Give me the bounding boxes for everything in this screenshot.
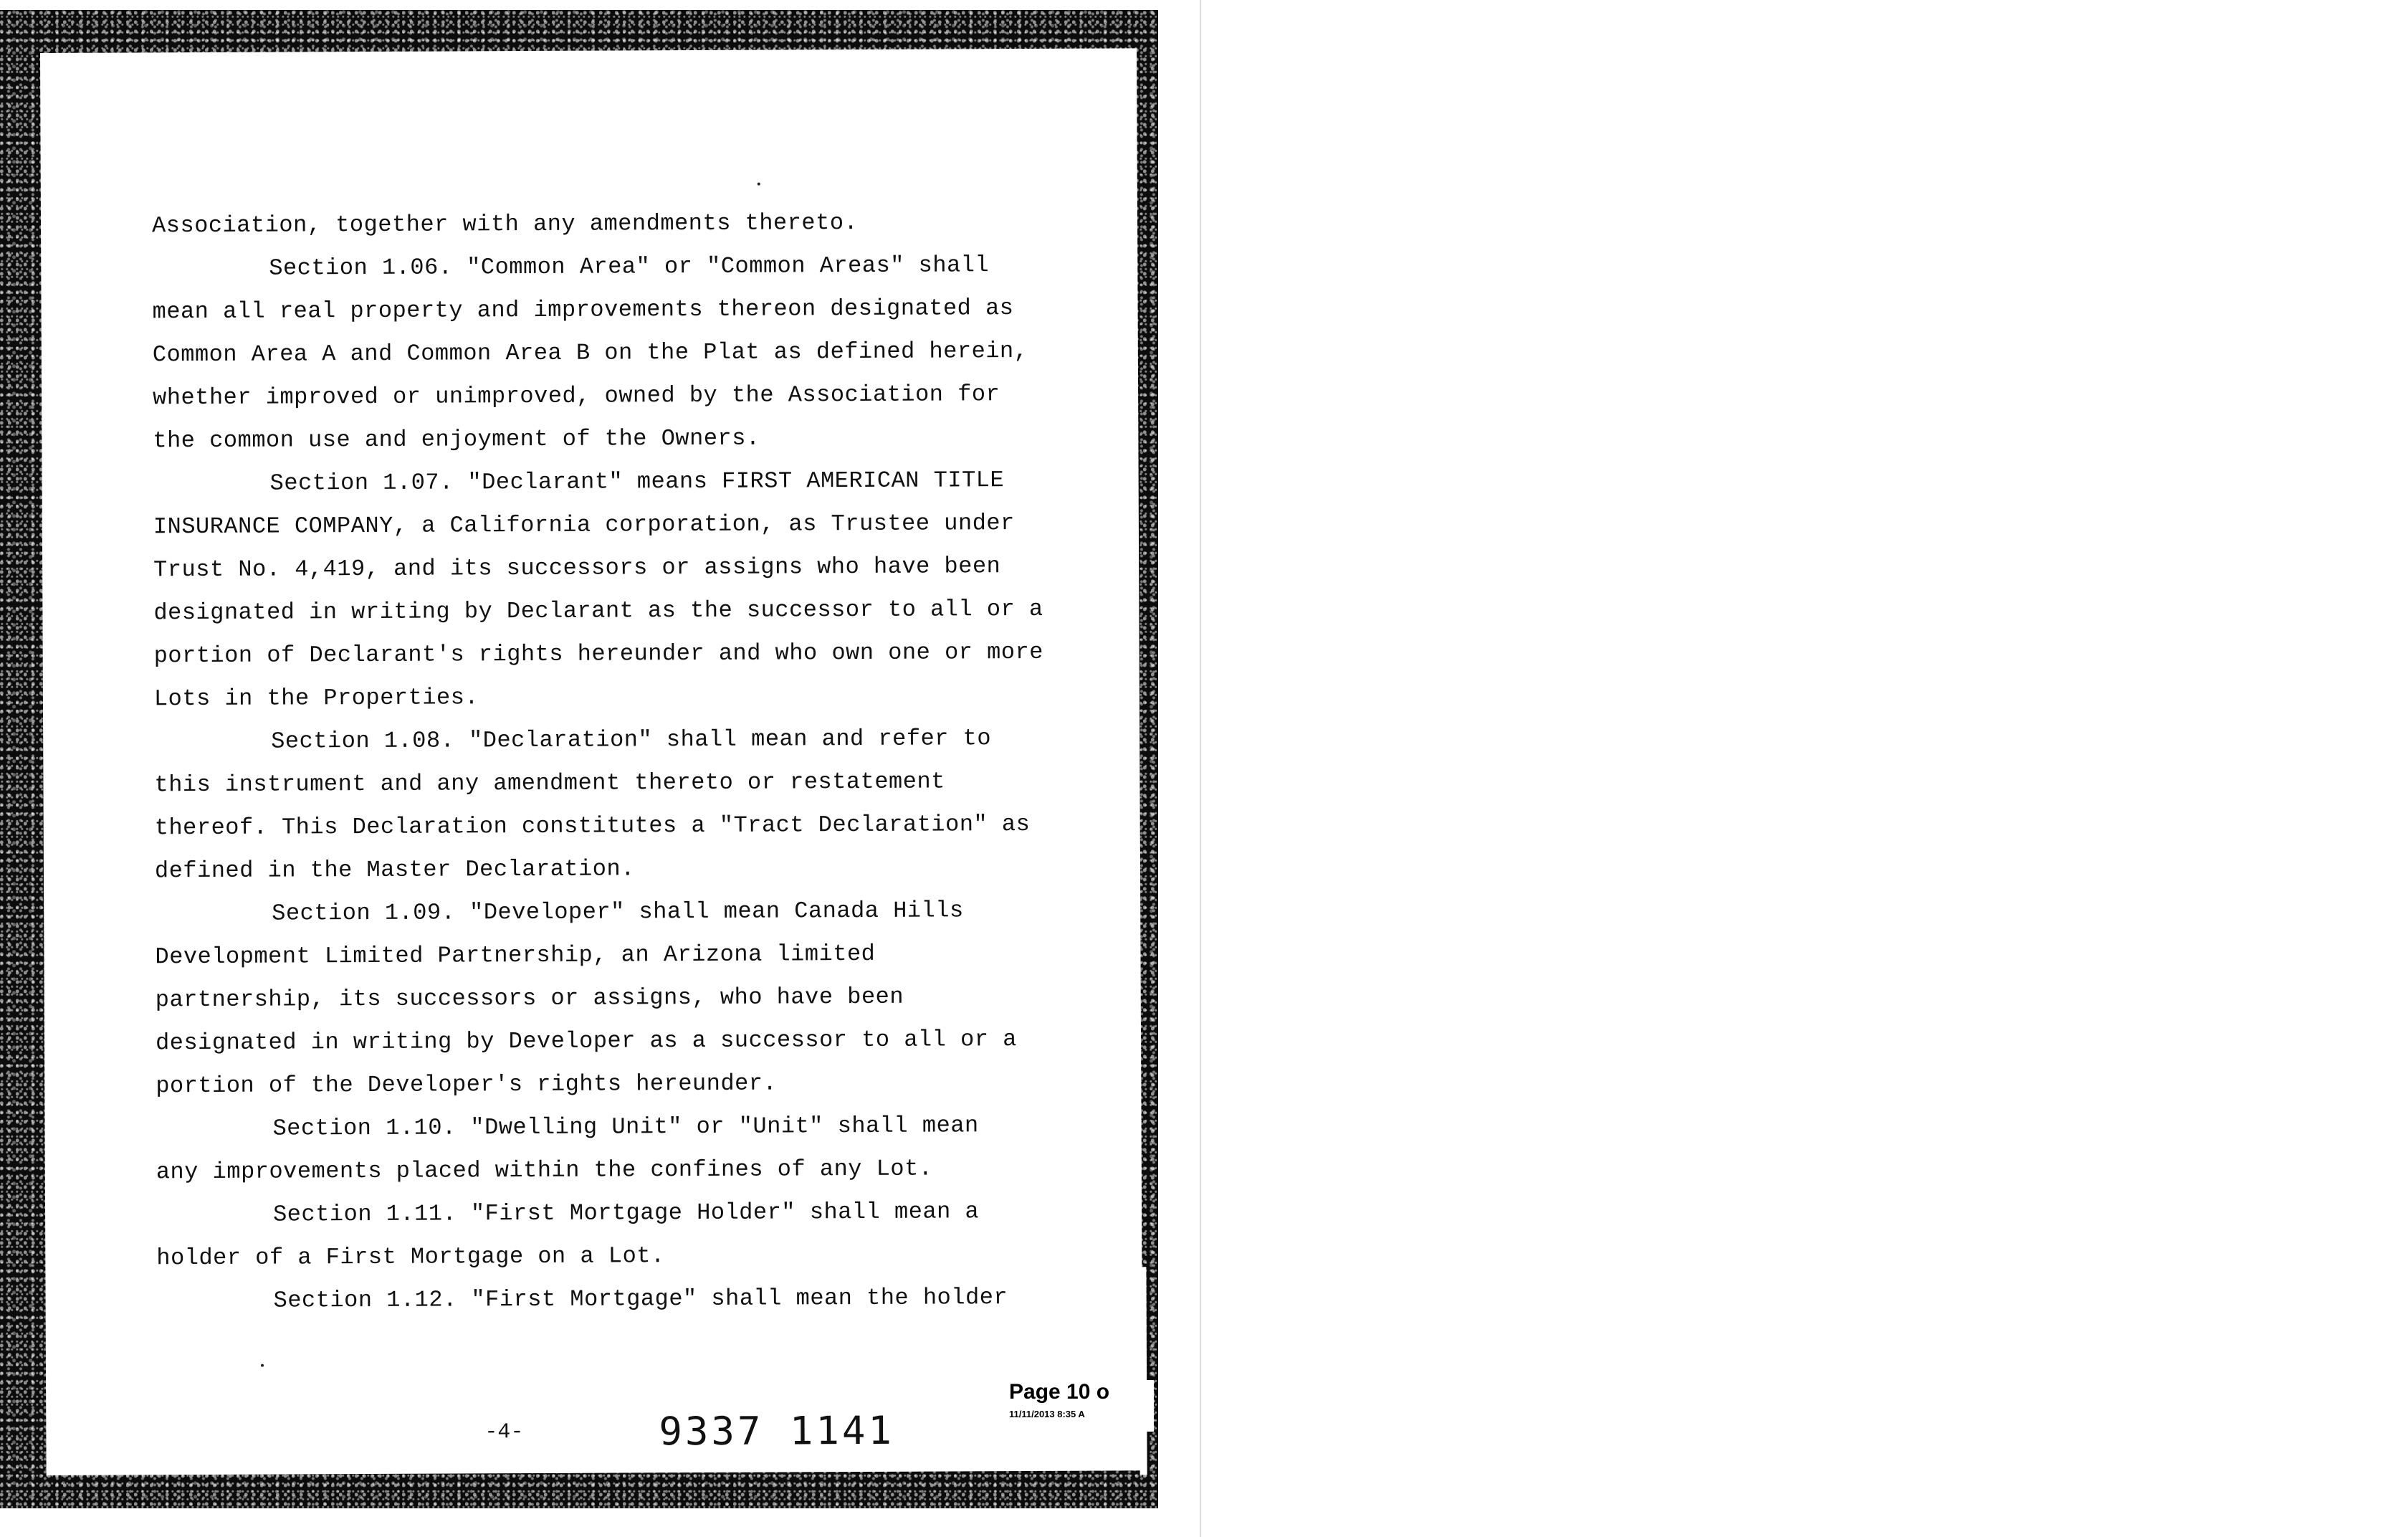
section-heading: Section 1.12. "First Mortgage" shall mean the holder [273, 1284, 1008, 1314]
text-line: portion of the Developer's rights hereunder. [156, 1070, 778, 1100]
section-heading: Section 1.11. "First Mortgage Holder" shall mean a [272, 1198, 980, 1228]
page-tag [1006, 1380, 1154, 1432]
recording-stamp: 9337 1141 [659, 1407, 895, 1455]
text-line: thereof. This Declaration constitutes a "Tract Declaration" as [154, 810, 1031, 842]
text-line: holder of a First Mortgage on a Lot. [156, 1242, 665, 1272]
page-tag-label: Page 10 o [1009, 1380, 1110, 1404]
section-heading: Section 1.06. "Common Area" or "Common Areas" shall [269, 252, 990, 282]
page-tag-date: 11/11/2013 8:35 A [1009, 1409, 1085, 1419]
text-line: Trust No. 4,419, and its successors or assigns who have been [153, 553, 1001, 584]
text-line: portion of Declarant's rights hereunder and who own one or more [153, 638, 1044, 670]
text-line: partnership, its successors or assigns, who have been [155, 983, 904, 1014]
section-heading: Section 1.09. "Developer" shall mean Canada Hills [272, 897, 964, 927]
document-page [40, 48, 1143, 1475]
text-line: Association, together with any amendments thereto. [151, 209, 859, 239]
text-line: INSURANCE COMPANY, a California corporation, as Trustee under [153, 510, 1015, 541]
scanned-sheet [0, 10, 1158, 1508]
page-number: -4- [484, 1420, 524, 1445]
section-heading: Section 1.08. "Declaration" shall mean and refer to [271, 725, 992, 755]
text-line: Common Area A and Common Area B on the Plat as defined herein, [152, 337, 1028, 368]
text-line: designated in writing by Developer as a successor to all or a [155, 1026, 1017, 1057]
text-line: whether improved or unimproved, owned by the Association for [153, 381, 1000, 411]
section-heading: Section 1.10. "Dwelling Unit" or "Unit" shall mean [272, 1112, 979, 1142]
text-line: Development Limited Partnership, an Arizona limited [155, 940, 876, 971]
text-line: Lots in the Properties. [153, 684, 479, 713]
text-line: the common use and enjoyment of the Owners. [153, 424, 760, 455]
text-line: designated in writing by Declarant as the successor to all or a [153, 595, 1043, 627]
text-line: this instrument and any amendment thereto or restatement [154, 768, 945, 799]
text-line: any improvements placed within the confines of any Lot. [156, 1155, 933, 1186]
section-heading: Section 1.07. "Declarant" means FIRST AMERICAN TITLE [269, 467, 1005, 497]
text-line: mean all real property and improvements thereon designated as [152, 295, 1014, 325]
viewer-divider [1200, 0, 1201, 1537]
text-line: defined in the Master Declaration. [154, 855, 635, 885]
